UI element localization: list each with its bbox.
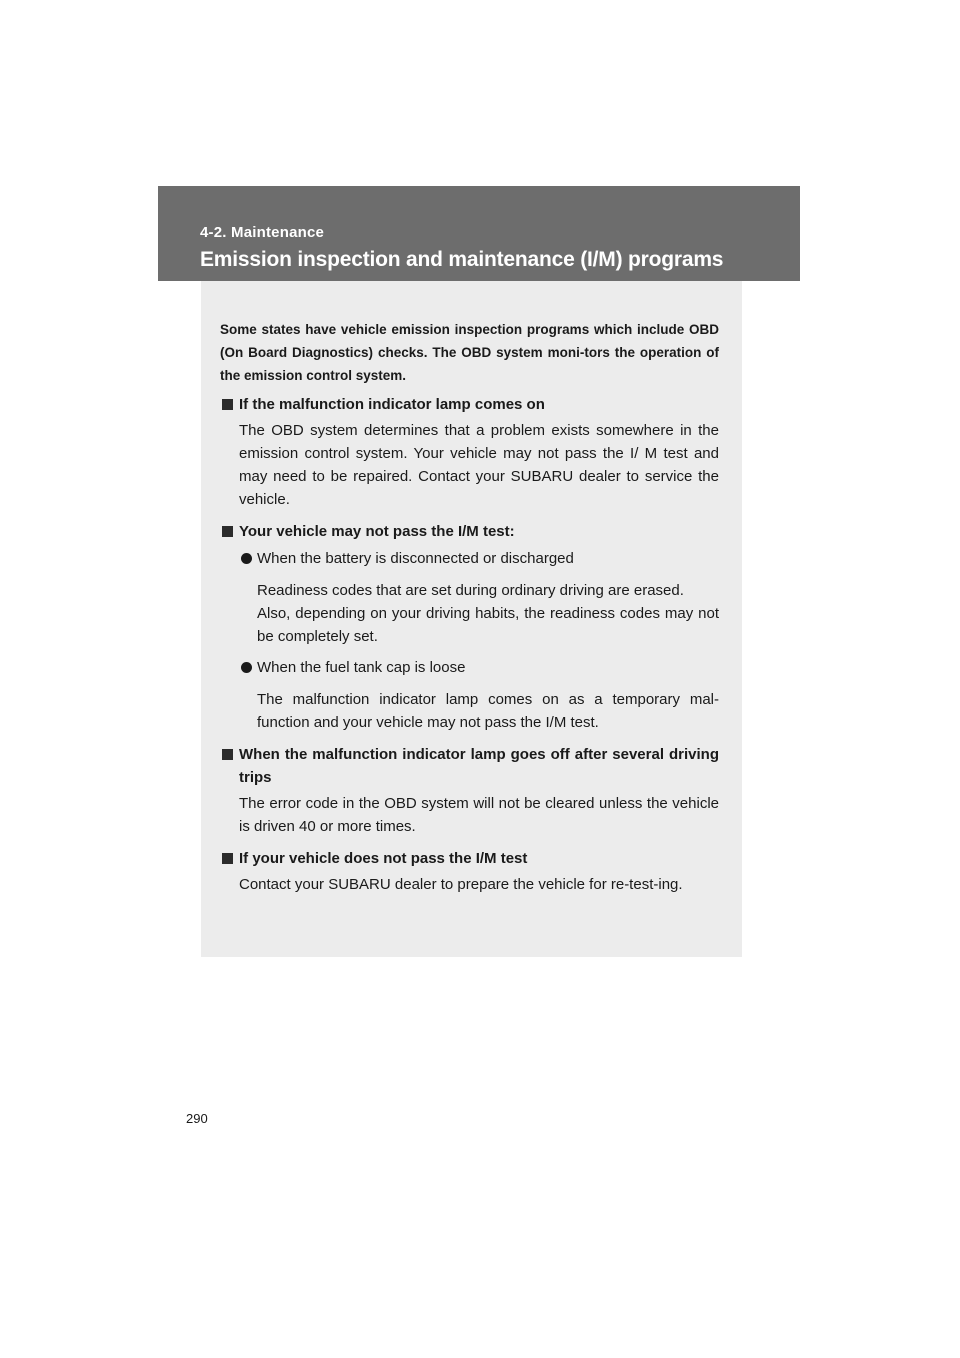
section-does-not-pass	[220, 847, 719, 896]
section-body: The OBD system determines that a problem exists somewhere in the emission control system. Your vehicle may not pass the I/ M test and may need to be repaired. Contact your SUBARU dealer to service the vehicle.	[239, 422, 719, 508]
bullet-body: Also, depending on your driving habits, the readiness codes may not be completely set.	[257, 605, 719, 645]
bullet-body: The malfunction indicator lamp comes on as a temporary mal-function and your vehicle may not pass the I/M test.	[257, 691, 719, 731]
bullet-body: Readiness codes that are set during ordinary driving are erased.	[257, 582, 684, 599]
bullet-item	[220, 547, 719, 570]
section-body: The error code in the OBD system will not be cleared unless the vehicle is driven 40 or more times.	[239, 795, 719, 835]
bullet-label: When the battery is disconnected or discharged	[257, 550, 574, 567]
content-box	[201, 281, 742, 957]
section-heading: When the malfunction indicator lamp goes off after several driving trips	[220, 743, 719, 789]
header-band	[158, 186, 800, 281]
section-malfunction-lamp-on	[220, 393, 719, 511]
bullet-label: When the fuel tank cap is loose	[257, 659, 466, 676]
intro-text: Some states have vehicle emission inspection programs which include OBD (On Board Diagnostics) checks. The OBD system moni-tors the operation of the emission control system.	[220, 322, 719, 383]
page-number: 290	[186, 1111, 208, 1126]
bullet-item	[220, 656, 719, 679]
section-heading: If the malfunction indicator lamp comes on	[220, 393, 719, 416]
section-heading: If your vehicle does not pass the I/M test	[220, 847, 719, 870]
page-title: Emission inspection and maintenance (I/M) programs	[200, 248, 724, 271]
square-bullet-icon	[222, 749, 233, 760]
dot-bullet-icon	[241, 553, 252, 564]
section-heading: Your vehicle may not pass the I/M test:	[220, 520, 719, 543]
square-bullet-icon	[222, 399, 233, 410]
square-bullet-icon	[222, 526, 233, 537]
square-bullet-icon	[222, 853, 233, 864]
section-lamp-goes-off	[220, 743, 719, 838]
section-body: Contact your SUBARU dealer to prepare the vehicle for re-test-ing.	[239, 876, 683, 893]
section-may-not-pass	[220, 520, 719, 734]
dot-bullet-icon	[241, 662, 252, 673]
section-label: 4-2. Maintenance	[200, 224, 325, 241]
